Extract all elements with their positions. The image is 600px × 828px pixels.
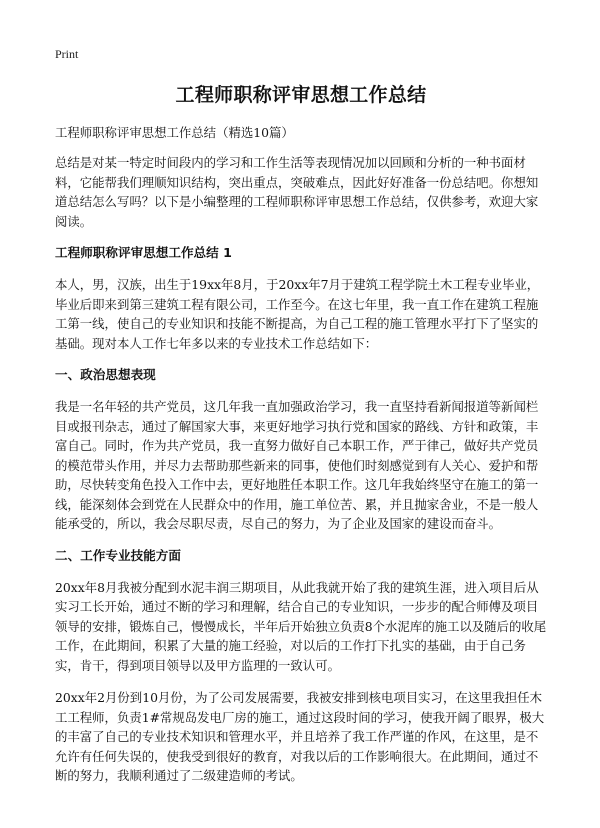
- article-subtitle: 工程师职称评审思想工作总结（精选10篇）: [55, 125, 294, 140]
- section1-paragraph: 本人，男，汉族，出生于19xx年8月，于20xx年7月于建筑工程学院土木工程专业毕业，毕业后即来到第三建筑工程有限公司，工作至今。在这七年里，我一直工作在建筑工程施工第一线，使自己的专业知识和技能不断提高，为自己工程的施工管理水平打下了坚实的基础。现对本人工作七年多以来的专业技术工作总结如下：: [55, 277, 540, 351]
- politics-paragraph: 我是一名年轻的共产党员，这几年我一直加强政治学习，我一直坚持看新闻报道等新闻栏目或报刊杂志，通过了解国家大事，来更好地学习执行党和国家的路线、方针和政策，丰富自己。同时，作为共产党员，我一直努力做好自己本职工作，严于律己，做好共产党员的模范带头作用，并尽力去帮助那些新来的同事，使他们时刻感觉到有人关心、爱护和帮助，尽快转变角色投入工作中去，更好地胜任本职工作。这几年我始终坚守在施工的第一线，能深刻体会到党在人民群众中的作用，施工单位苦、累，并且抛家舍业，不是一般人能承受的，所以，我会尽职尽责，尽自己的努力，为了企业及国家的建设而奋斗。: [55, 399, 539, 531]
- heading-politics: 一、政治思想表现: [55, 367, 156, 382]
- intro-paragraph: 总结是对某一特定时间段内的学习和工作生活等表现情况加以回顾和分析的一种书面材料，它能帮我们理顺知识结构，突出重点，突破难点，因此好好准备一份总结吧。你想知道总结怎么写吗？以下是小编整理的工程师职称评审思想工作总结，仅供参考，欢迎大家阅读。: [55, 155, 539, 229]
- skills-paragraph-2: 20xx年2月份到10月份，为了公司发展需要，我被安排到核电项目实习，在这里我担任木工工程师，负责1#常规岛发电厂房的施工，通过这段时间的学习，使我开阔了眼界，极大的丰富了自己的专业技术知识和管理水平，并且培养了我工作严谨的作风，在这里，是不允许有任何失误的，使我受到很好的教育，对我以后的工作影响很大。在此期间，通过不断的努力，我顺利通过了二级建造师的考试。: [55, 690, 545, 783]
- print-link[interactable]: Print: [55, 47, 79, 61]
- skills-paragraph-1: 20xx年8月我被分配到水泥丰润三期项目，从此我就开始了我的建筑生涯，进入项目后从实习工长开始，通过不断的学习和理解，结合自己的专业知识，一步步的配合师傅及项目领导的安排，锻炼自己，慢慢成长，半年后开始独立负责8个水泥库的施工以及随后的收尾工作，在此期间，积累了大量的施工经验，对以后的工作打下扎实的基础，由于自己务实，肯干，得到项目领导以及甲方监理的一致认可。: [55, 579, 547, 673]
- page-title: 工程师职称评审思想工作总结: [175, 84, 427, 106]
- section-heading-1: 工程师职称评审思想工作总结 1: [55, 245, 232, 260]
- heading-skills: 二、工作专业技能方面: [55, 547, 181, 563]
